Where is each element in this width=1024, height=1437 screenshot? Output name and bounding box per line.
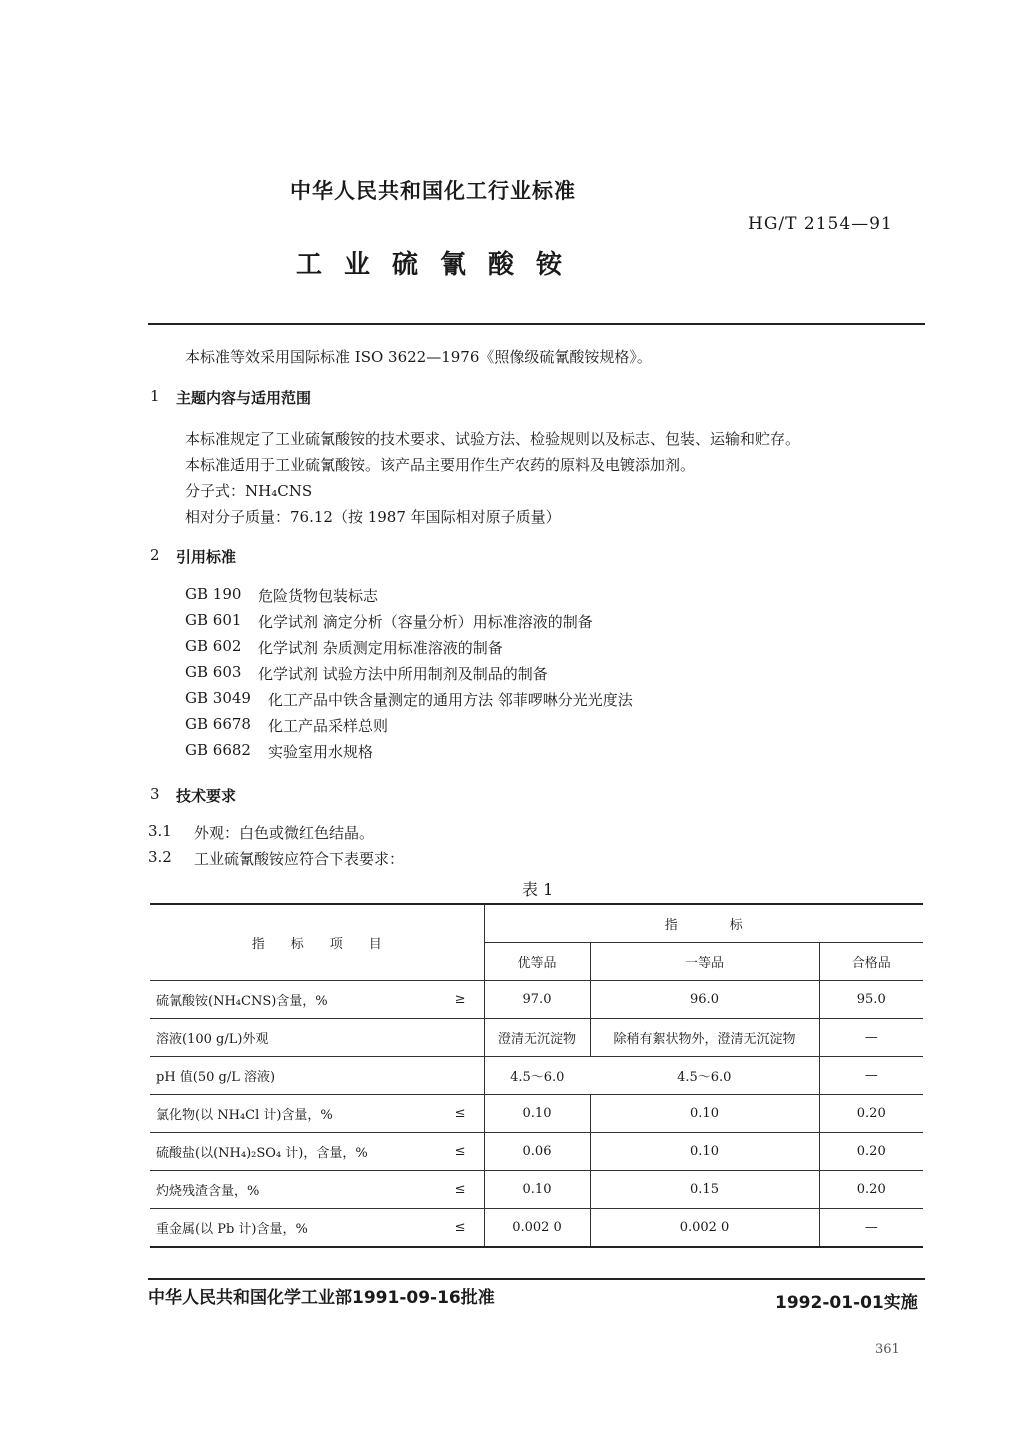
reference-code: GB 6682 xyxy=(185,741,251,759)
value-premium: 0.06 xyxy=(484,1133,590,1171)
value-premium: 0.10 xyxy=(484,1095,590,1133)
standard-code: HG/T 2154—91 xyxy=(748,214,893,234)
reference-title: 危险货物包装标志 xyxy=(258,587,379,605)
section-3-title: 技术要求 xyxy=(176,787,237,805)
standard-category-title: 中华人民共和国化工行业标准 xyxy=(290,179,576,203)
clause-text: 外观：白色或微红色结晶。 xyxy=(194,824,375,842)
intro-paragraph: 本标准等效采用国际标准 ISO 3622—1976《照像级硫氰酸铵规格》。 xyxy=(185,348,652,366)
grade-header: 一等品 xyxy=(590,943,819,981)
approval-statement: 中华人民共和国化学工业部1991-09-16批准 xyxy=(148,1288,495,1308)
table-header-row xyxy=(150,904,923,943)
reference-title: 实验室用水规格 xyxy=(268,743,374,761)
section-1-paragraph: 本标准适用于工业硫氰酸铵。该产品主要用作生产农药的原料及电镀添加剂。 xyxy=(185,456,696,474)
grade-header: 优等品 xyxy=(484,943,590,981)
value-premium: 4.5～6.0 xyxy=(484,1057,590,1095)
value-first: 0.002 0 xyxy=(590,1209,819,1248)
row-item: pH 值(50 g/L 溶液) xyxy=(150,1057,434,1095)
reference-code: GB 601 xyxy=(185,611,242,629)
header-rule xyxy=(148,323,925,325)
table-row xyxy=(150,1095,923,1133)
value-premium: 澄清无沉淀物 xyxy=(484,1019,590,1057)
row-symbol: ≤ xyxy=(454,1220,466,1235)
value-first: 0.15 xyxy=(590,1171,819,1209)
section-3-number: 3 xyxy=(150,785,160,803)
section-1-paragraph: 本标准规定了工业硫氰酸铵的技术要求、试验方法、检验规则以及标志、包装、运输和贮存。 xyxy=(185,430,801,448)
value-qualified: — xyxy=(819,1019,923,1057)
value-first: 除稍有絮状物外，澄清无沉淀物 xyxy=(590,1019,819,1057)
row-item: 氯化物(以 NH₄Cl 计)含量，% xyxy=(150,1095,434,1133)
footer-rule xyxy=(148,1278,925,1280)
value-first: 96.0 xyxy=(590,981,819,1019)
reference-code: GB 190 xyxy=(185,585,242,603)
section-1-number: 1 xyxy=(150,387,160,405)
value-qualified: 0.20 xyxy=(819,1171,923,1209)
clause-text: 工业硫氰酸铵应符合下表要求： xyxy=(194,850,405,868)
reference-code: GB 3049 xyxy=(185,689,251,707)
reference-code: GB 6678 xyxy=(185,715,251,733)
value-qualified: 95.0 xyxy=(819,981,923,1019)
reference-code: GB 603 xyxy=(185,663,242,681)
value-qualified: — xyxy=(819,1209,923,1248)
value-first: 4.5～6.0 xyxy=(590,1057,819,1095)
value-qualified: 0.20 xyxy=(819,1133,923,1171)
value-premium: 97.0 xyxy=(484,981,590,1019)
specification-table xyxy=(150,903,923,1248)
molecular-formula: 分子式：NH₄CNS xyxy=(185,482,313,500)
row-symbol: ≥ xyxy=(434,981,484,1019)
reference-title: 化学试剂 滴定分析（容量分析）用标准溶液的制备 xyxy=(258,613,593,631)
reference-title: 化工产品采样总则 xyxy=(268,717,389,735)
row-item: 硫酸盐(以(NH₄)₂SO₄ 计)，含量，% xyxy=(150,1133,434,1171)
header-item: 指 标 项 目 xyxy=(150,904,484,981)
value-qualified: — xyxy=(819,1057,923,1095)
row-symbol: ≤ xyxy=(434,1095,484,1133)
value-qualified: 0.20 xyxy=(819,1095,923,1133)
table-row xyxy=(150,1019,923,1057)
table-row xyxy=(150,1209,923,1248)
reference-title: 化学试剂 试验方法中所用制剂及制品的制备 xyxy=(258,665,548,683)
row-item: 溶液(100 g/L)外观 xyxy=(150,1019,434,1057)
clause-number: 3.2 xyxy=(148,848,172,866)
section-2-title: 引用标准 xyxy=(176,548,237,566)
page-number: 361 xyxy=(875,1342,900,1357)
header-index: 指 标 xyxy=(484,904,923,943)
row-item: 硫氰酸铵(NH₄CNS)含量，% xyxy=(150,981,434,1019)
table-row xyxy=(150,1171,923,1209)
table-caption: 表 1 xyxy=(522,880,554,899)
section-2-number: 2 xyxy=(150,546,160,564)
effective-date: 1992-01-01实施 xyxy=(775,1293,918,1313)
table-row xyxy=(150,981,923,1019)
reference-title: 化学试剂 杂质测定用标准溶液的制备 xyxy=(258,639,503,657)
row-symbol: ≤ xyxy=(434,1171,484,1209)
molecular-mass: 相对分子质量：76.12（按 1987 年国际相对原子质量） xyxy=(185,508,561,526)
row-item: 重金属(以 Pb 计)含量，% xyxy=(156,1222,308,1237)
grade-header: 合格品 xyxy=(819,943,923,981)
row-item: 灼烧残渣含量，% xyxy=(150,1171,434,1209)
reference-code: GB 602 xyxy=(185,637,242,655)
row-symbol: ≤ xyxy=(434,1133,484,1171)
row-symbol xyxy=(434,1019,484,1057)
value-premium: 0.002 0 xyxy=(484,1209,590,1248)
table-row xyxy=(150,1133,923,1171)
value-first: 0.10 xyxy=(590,1133,819,1171)
reference-title: 化工产品中铁含量测定的通用方法 邻菲啰啉分光光度法 xyxy=(268,691,633,709)
table-row xyxy=(150,1057,923,1095)
document-title: 工业硫氰酸铵 xyxy=(296,250,585,280)
value-first: 0.10 xyxy=(590,1095,819,1133)
clause-number: 3.1 xyxy=(148,822,172,840)
row-symbol xyxy=(434,1057,484,1095)
value-premium: 0.10 xyxy=(484,1171,590,1209)
section-1-title: 主题内容与适用范围 xyxy=(176,389,312,407)
